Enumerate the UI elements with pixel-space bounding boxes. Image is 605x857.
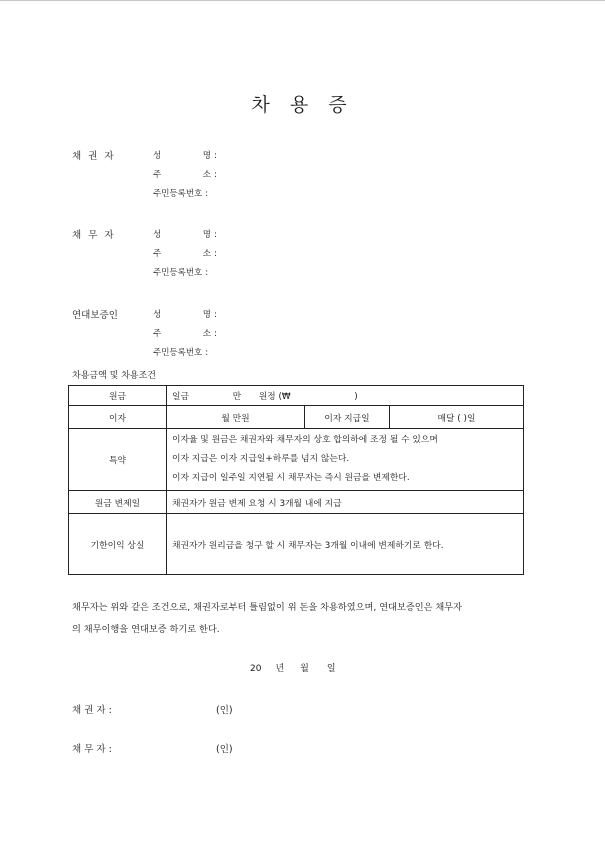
debtor-label: 채 무 자 bbox=[72, 230, 116, 241]
creditor-address-label: 주 소 bbox=[153, 170, 211, 180]
debtor-seal: (인) bbox=[216, 744, 233, 755]
principal-unit-won: 원정 (₩ bbox=[258, 392, 291, 402]
creditor-address-field bbox=[153, 168, 217, 180]
loan-terms-table bbox=[68, 385, 524, 575]
debtor-address-colon: : bbox=[214, 249, 217, 259]
special-header: 특약 bbox=[69, 429, 167, 491]
special-line-1: 이자율 및 원금은 채권자와 채무자의 상호 합의하에 조정 될 수 있으며 bbox=[172, 435, 438, 445]
date-line bbox=[250, 661, 336, 674]
special-line-3: 이자 지급이 일주일 지연될 시 채무자는 즉시 원금을 변제한다. bbox=[172, 473, 410, 483]
guarantor-id-colon: : bbox=[205, 348, 209, 358]
debtor-id-colon: : bbox=[205, 268, 209, 278]
creditor-name-field bbox=[153, 149, 217, 161]
guarantor-id-field bbox=[153, 346, 208, 358]
guarantor-address-colon: : bbox=[214, 329, 217, 339]
document-title: 차 용 증 bbox=[251, 94, 354, 116]
creditor-seal: (인) bbox=[216, 705, 233, 716]
guarantor-address-field bbox=[153, 327, 217, 339]
principal-cell bbox=[167, 386, 524, 406]
debtor-signature-label: 채 무 자 : bbox=[72, 744, 112, 755]
guarantor-id-label: 주민등록번호 bbox=[153, 348, 203, 358]
date-year: 년 bbox=[275, 664, 285, 674]
principal-row bbox=[69, 386, 524, 406]
debtor-name-label: 성 명 bbox=[153, 230, 211, 240]
section-title: 차용금액 및 차용조건 bbox=[72, 371, 156, 381]
creditor-name-label: 성 명 bbox=[153, 151, 211, 161]
special-cell bbox=[167, 429, 524, 491]
creditor-id-field bbox=[153, 187, 208, 199]
top-border-line bbox=[0, 0, 605, 1]
interest-monthly: 월 만원 bbox=[167, 406, 305, 429]
guarantor-name-field bbox=[153, 308, 217, 320]
closing-paragraph-line-1: 채무자는 위와 같은 조건으로, 채권자로부터 틀림없이 위 돈을 차용하였으며, 연대보증인은 채무자 bbox=[72, 602, 463, 613]
closing-paragraph-line-2: 의 채무이행을 연대보증 하기로 한다. bbox=[72, 624, 220, 635]
guarantor-address-label: 주 소 bbox=[153, 329, 211, 339]
principal-unit-man: 만 bbox=[232, 392, 242, 402]
debtor-address-label: 주 소 bbox=[153, 249, 211, 259]
principal-close: ) bbox=[354, 392, 358, 402]
date-day: 일 bbox=[326, 664, 336, 674]
guarantor-name-label: 성 명 bbox=[153, 310, 211, 320]
debtor-address-field bbox=[153, 247, 217, 259]
principal-header: 원금 bbox=[69, 386, 167, 406]
interest-payday-value: 매달 ( )일 bbox=[390, 406, 524, 429]
debtor-id-field bbox=[153, 266, 208, 278]
creditor-id-colon: : bbox=[205, 189, 209, 199]
debtor-id-label: 주민등록번호 bbox=[153, 268, 203, 278]
creditor-address-colon: : bbox=[214, 170, 217, 180]
special-row bbox=[69, 429, 524, 491]
interest-row bbox=[69, 406, 524, 429]
creditor-signature-label: 채 권 자 : bbox=[72, 705, 112, 716]
repayment-header: 원금 변제일 bbox=[69, 491, 167, 514]
repayment-row bbox=[69, 491, 524, 514]
date-month: 월 bbox=[300, 664, 309, 674]
creditor-name-colon: : bbox=[214, 151, 217, 161]
principal-prefix: 일금 bbox=[172, 392, 189, 402]
acceleration-row bbox=[69, 514, 524, 575]
interest-header: 이자 bbox=[69, 406, 167, 429]
acceleration-value: 채권자가 원리금을 청구 할 시 채무자는 3개월 이내에 변제하기로 한다. bbox=[167, 514, 524, 575]
date-year-prefix: 20 bbox=[250, 664, 262, 674]
interest-payday-header: 이자 지급일 bbox=[305, 406, 390, 429]
creditor-label: 채 권 자 bbox=[72, 151, 116, 162]
debtor-name-colon: : bbox=[214, 230, 217, 240]
guarantor-name-colon: : bbox=[214, 310, 217, 320]
creditor-id-label: 주민등록번호 bbox=[153, 189, 203, 199]
repayment-value: 채권자가 원금 변제 요청 시 3개월 내에 지급 bbox=[167, 491, 524, 514]
acceleration-header: 기한이익 상실 bbox=[69, 514, 167, 575]
special-line-2: 이자 지급은 이자 지급일+하루를 넘지 않는다. bbox=[172, 454, 350, 464]
guarantor-label: 연대보증인 bbox=[72, 310, 118, 321]
debtor-name-field bbox=[153, 228, 217, 240]
